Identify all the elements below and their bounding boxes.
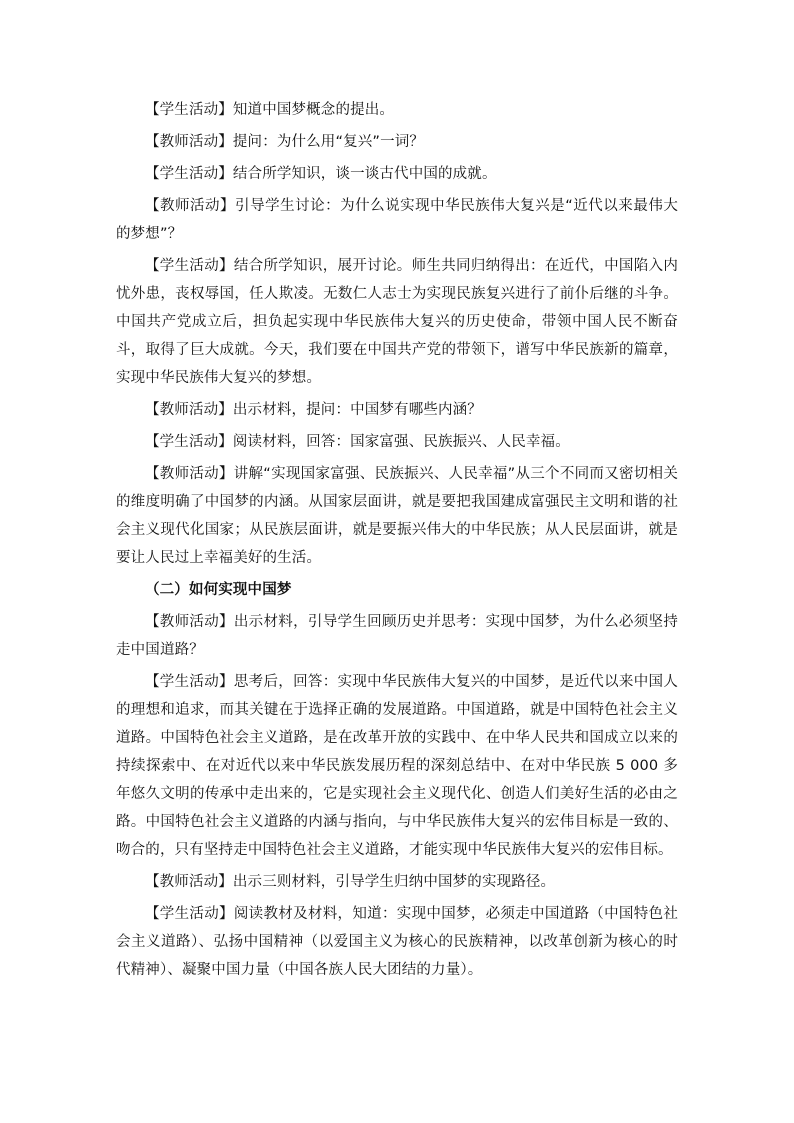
paragraph-student-activity-3: 【学生活动】结合所学知识，展开讨论。师生共同归纳得出：在近代，中国陷入内忧外患，丧权辱国，任人欺凌。无数仁人志士为实现民族复兴进行了前仆后继的斗争。中国共产党成立后，担负起实现中华民族伟大复兴的历史使命，带领中国人民不断奋斗，取得了巨大成就。今天，我们要在中国共产党的带领下，谱写中华民族新的篇章，实现中华民族伟大复兴的梦想。 [116,258,678,386]
paragraph-student-activity-4: 【学生活动】阅读材料，回答：国家富强、民族振兴、人民幸福。 [145,434,570,450]
paragraph-teacher-activity-2: 【教师活动】引导学生讨论：为什么说实现中华民族伟大复兴是“近代以来最伟大的梦想”？ [116,198,678,242]
paragraph-student-activity-6: 【学生活动】阅读教材及材料，知道：实现中国梦，必须走中国道路（中国特色社会主义道路）、弘扬中国精神（以爱国主义为核心的民族精神，以改革创新为核心的时代精神）、凝聚中国力量（中国各族人民大团结的力量）。 [116,906,678,978]
paragraph-teacher-activity-1: 【教师活动】提问：为什么用“复兴”一词？ [145,134,425,150]
paragraph-teacher-activity-6: 【教师活动】出示三则材料，引导学生归纳中国梦的实现路径。 [145,874,556,890]
paragraph-teacher-activity-4: 【教师活动】讲解“实现国家富强、民族振兴、人民幸福”从三个不同而又密切相关的维度明确了中国梦的内涵。从国家层面讲，就是要把我国建成富强民主文明和谐的社会主义现代化国家；从民族层面讲，就是要振兴伟大的中华民族；从人民层面讲，就是要让人民过上幸福美好的生活。 [116,466,678,566]
paragraph-student-activity-2: 【学生活动】结合所学知识，谈一谈古代中国的成就。 [145,166,497,182]
section-heading: （二）如何实现中国梦 [145,582,292,598]
paragraph-student-activity-1: 【学生活动】知道中国梦概念的提出。 [145,102,395,118]
paragraph-teacher-activity-3: 【教师活动】出示材料，提问：中国梦有哪些内涵？ [145,402,482,418]
paragraph-student-activity-5: 【学生活动】思考后，回答：实现中华民族伟大复兴的中国梦，是近代以来中国人的理想和追求，而其关键在于选择正确的发展道路。中国道路，就是中国特色社会主义道路。中国特色社会主义道路，是在改革开放的实践中、在中华人民共和国成立以来的持续探索中、在对近代以来中华民族发展历程的深刻总结中、在对中华民族 5 000 多年悠久文明的传承中走出来的，它是实现社会主义现代化、创造人们美好生活的必由之路。中国特色社会主义道路的内涵与指向，与中华民族伟大复兴的宏伟目标是一致的、吻合的，只有坚持走中国特色社会主义道路，才能实现中华民族伟大复兴的宏伟目标。 [116,674,678,858]
paragraph-teacher-activity-5: 【教师活动】出示材料，引导学生回顾历史并思考：实现中国梦，为什么必须坚持走中国道路？ [116,614,678,658]
